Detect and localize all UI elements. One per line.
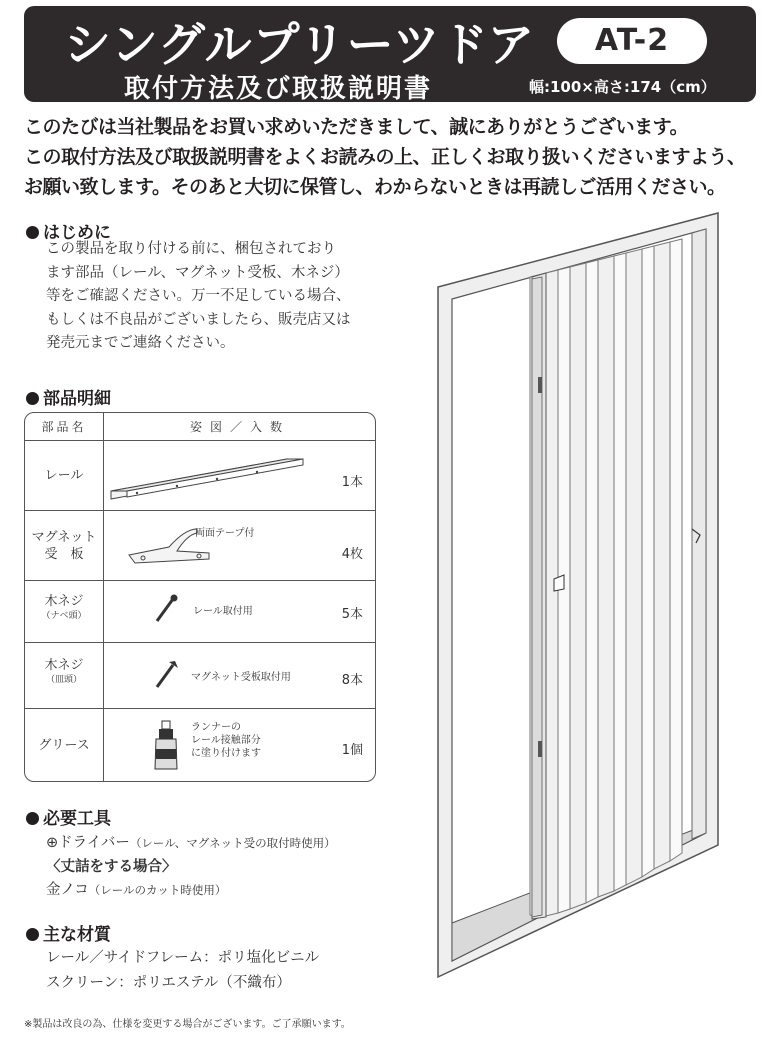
screw-flat-icon <box>153 659 179 691</box>
manual-subtitle: 取付方法及び取扱説明書 <box>124 74 433 104</box>
part-name: グリース <box>38 738 90 753</box>
part-qty: 5本 <box>341 607 363 622</box>
pleated-door-illustration <box>430 205 730 985</box>
table-row <box>25 643 375 709</box>
text-line: 等をご確認ください。万一不足している場合、 <box>46 288 351 304</box>
table-row <box>25 581 375 643</box>
materials-text <box>46 946 319 996</box>
text-line: ます部品（レール、マグネット受板、木ネジ） <box>46 264 349 281</box>
parts-table <box>24 412 376 782</box>
part-name: 木ネジ （ナベ頭） <box>41 594 87 621</box>
tools-text <box>46 832 336 903</box>
part-name: マグネット 受 板 <box>31 530 97 562</box>
intro-line: お願い致します。そのあと大切に保管し、わからないときは再読しご活用ください。 <box>24 176 726 198</box>
header-banner <box>24 6 756 102</box>
footnote: ※製品は改良の為、仕様を変更する場合がございます。ご了承願います。 <box>24 1019 351 1030</box>
screw-pan-icon <box>153 593 179 625</box>
intro-text <box>24 112 764 202</box>
table-row <box>25 441 375 511</box>
part-label: 両面テープ付 <box>195 528 255 539</box>
part-label: マグネット受板取付用 <box>191 672 291 683</box>
tool-line: 金ノコ（レールのカット時使用） <box>46 882 227 898</box>
bullet-icon <box>26 812 39 825</box>
col-shape-header: 姿図／入数 <box>189 420 290 434</box>
part-qty: 8本 <box>341 673 363 688</box>
table-row <box>25 709 375 782</box>
table-row <box>25 511 375 581</box>
material-line: スクリーン：ポリエステル（不織布） <box>46 975 291 991</box>
part-qty: 1個 <box>341 743 363 758</box>
col-name-header: 部品名 <box>41 420 87 434</box>
grease-bottle-icon <box>151 719 181 773</box>
tool-line: 〈丈詰をする場合〉 <box>46 858 177 875</box>
intro-line: このたびは当社製品をお買い求めいただきまして、誠にありがとうございます。 <box>24 116 689 138</box>
part-qty: 1本 <box>341 475 363 490</box>
tool-line: ⊕ドライバー（レール、マグネット受の取付時使用） <box>46 835 336 851</box>
material-line: レール／サイドフレーム：ポリ塩化ビニル <box>46 950 320 966</box>
part-name: レール <box>44 468 84 483</box>
bullet-icon <box>26 928 39 941</box>
model-badge: AT-2 <box>557 18 707 64</box>
text-line: この製品を取り付ける前に、梱包されており <box>46 241 336 257</box>
product-title: シングルプリーツドア <box>64 18 536 73</box>
part-label: ランナーの レール接触部分 に塗り付けます <box>191 722 261 759</box>
rail-illustration <box>107 449 307 505</box>
part-label: レール取付用 <box>193 606 253 617</box>
text-line: もしくは不良品がございましたら、販売店又は <box>46 311 351 328</box>
hajimeni-text <box>46 238 351 356</box>
table-header <box>25 413 375 441</box>
bullet-icon <box>26 226 39 239</box>
part-qty: 4枚 <box>341 547 363 562</box>
section-heading-hajimeni: はじめに <box>26 218 111 243</box>
section-heading-materials: 主な材質 <box>26 920 111 945</box>
intro-line: この取付方法及び取扱説明書をよくお読みの上、正しくお取り扱いくださいますよう、 <box>24 146 746 168</box>
section-heading-tools: 必要工具 <box>26 804 111 829</box>
part-name: 木ネジ （皿頭） <box>44 658 84 685</box>
bullet-icon <box>26 392 39 405</box>
section-heading-parts: 部品明細 <box>26 384 111 409</box>
product-size: 幅:100×高さ:174（cm） <box>529 78 716 96</box>
text-line: 発売元までご連絡ください。 <box>46 335 235 351</box>
